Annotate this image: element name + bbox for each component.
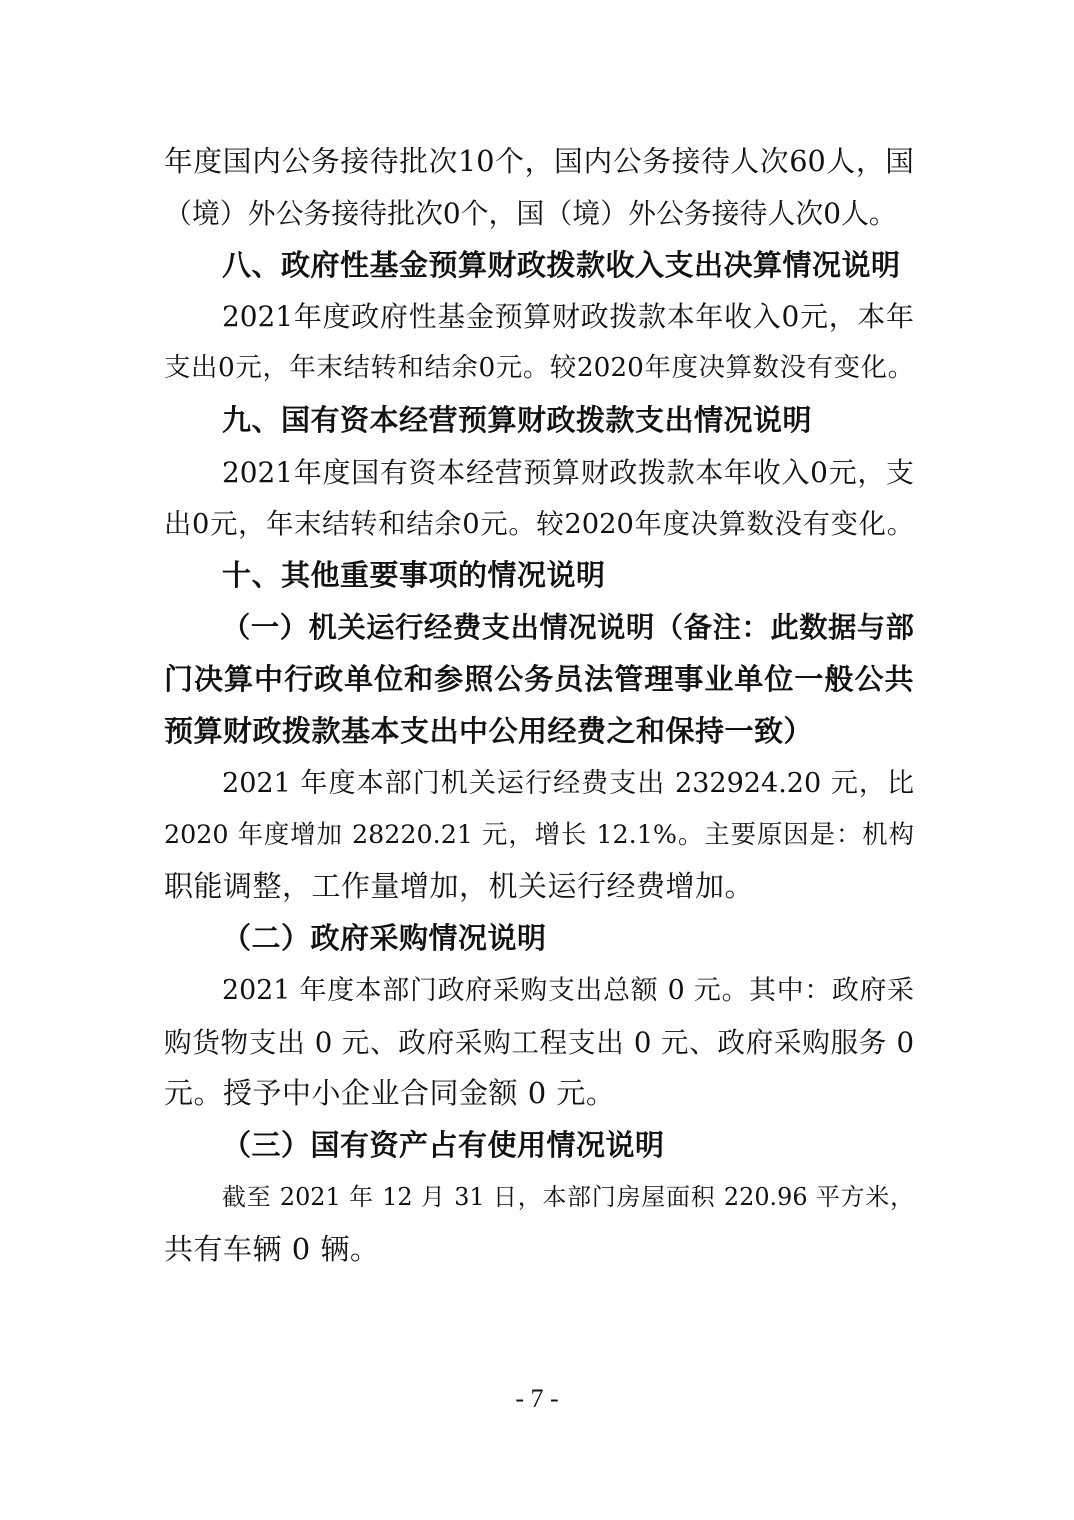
section-heading-10: 十、其他重要事项的情况说明 [222, 558, 606, 593]
paragraph-line: 购货物支出 0 元、政府采购工程支出 0 元、政府采购服务 0 [164, 1025, 914, 1059]
subsection-heading-1: （一）机关运行经费支出情况说明（备注：此数据与部 [222, 611, 914, 645]
section-heading-9: 九、国有资本经营预算财政拨款支出情况说明 [222, 402, 813, 437]
paragraph-line: 职能调整，工作量增加，机关运行经费增加。 [164, 869, 755, 904]
paragraph-line: 共有车辆 0 辆。 [164, 1231, 380, 1266]
paragraph-line: 年度国内公务接待批次10个，国内公务接待人次60人，国 [164, 144, 914, 178]
paragraph-line: 元。授予中小企业合同金额 0 元。 [164, 1076, 616, 1111]
subsection-heading-1-cont: 门决算中行政单位和参照公务员法管理事业单位一般公共 [164, 661, 914, 696]
page-number: - 7 - [515, 1384, 559, 1413]
subsection-heading-2: （二）政府采购情况说明 [222, 920, 547, 955]
paragraph-line: 2020 年度增加 28220.21 元，增长 12.1%。主要原因是：机构 [164, 819, 914, 850]
paragraph-line: 2021年度国有资本经营预算财政拨款本年收入0元，支 [222, 455, 914, 489]
paragraph-line: 出0元，年末结转和结余0元。较2020年度决算数没有变化。 [164, 508, 914, 540]
subsection-heading-3: （三）国有资产占有使用情况说明 [222, 1128, 665, 1163]
paragraph-line: 支出0元，年末结转和结余0元。较2020年度决算数没有变化。 [164, 353, 914, 384]
paragraph-line: 2021年度政府性基金预算财政拨款本年收入0元，本年 [222, 300, 914, 334]
paragraph-line: （境）外公务接待批次0个，国（境）外公务接待人次0人。 [164, 196, 897, 230]
paragraph-line: 截至 2021 年 12 月 31 日，本部门房屋面积 220.96 平方米， [222, 1182, 914, 1211]
document-body [164, 136, 914, 1276]
paragraph-line: 2021 年度本部门政府采购支出总额 0 元。其中：政府采 [222, 974, 914, 1006]
paragraph-line: 2021 年度本部门机关运行经费支出 232924.20 元，比 [222, 767, 914, 799]
subsection-heading-1-cont: 预算财政拨款基本支出中公用经费之和保持一致） [164, 713, 814, 748]
section-heading-8: 八、政府性基金预算财政拨款收入支出决算情况说明 [222, 247, 901, 282]
